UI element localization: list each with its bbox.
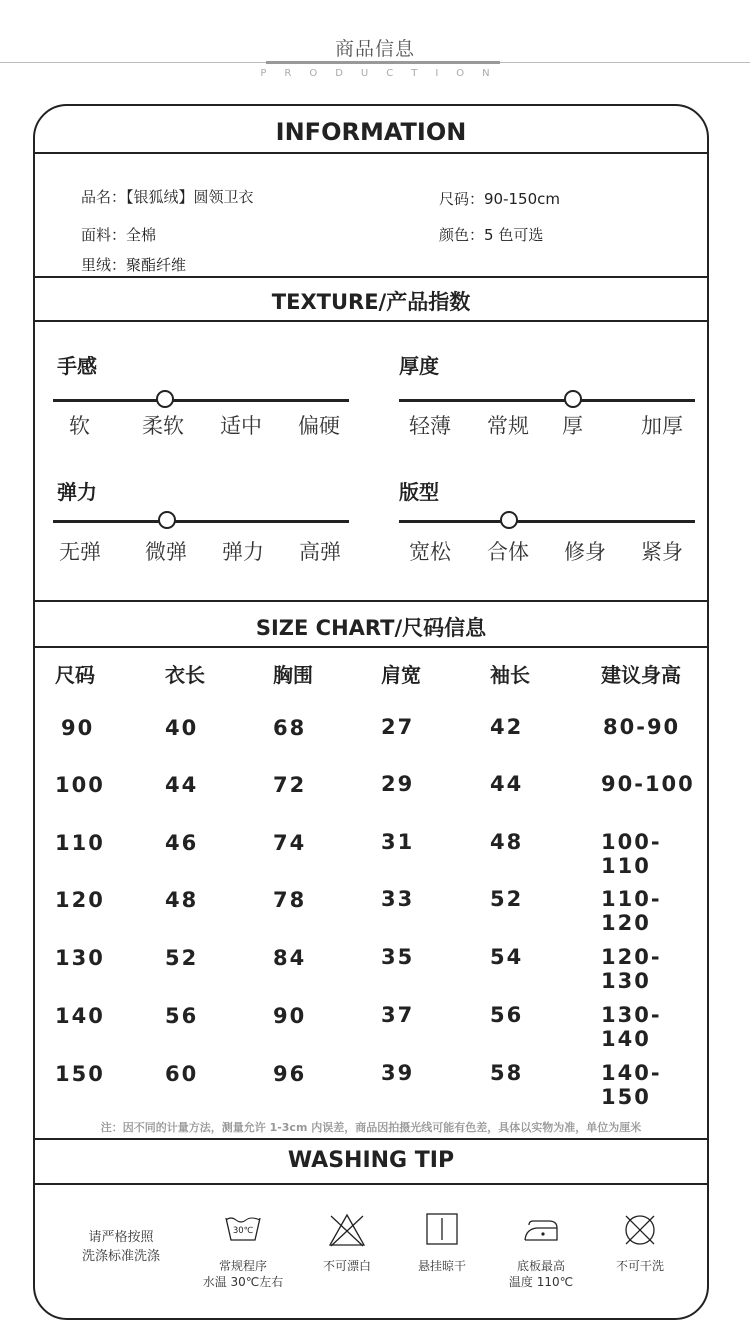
divider [35,1183,707,1185]
iron-icon [521,1216,561,1244]
size-cell: 29 [381,772,415,796]
scale-knob [156,390,174,408]
divider [35,1138,707,1140]
line-dry-icon [425,1212,459,1246]
size-cell: 35 [381,945,415,969]
size-cell: 44 [490,772,524,796]
texture-title: TEXTURE/产品指数 [271,290,471,314]
size-cell: 56 [490,1003,524,1027]
size-cell: 90 [273,1004,307,1028]
size-cell: 150 [55,1062,105,1086]
info-item-color: 颜色：5 色可选 [439,226,544,244]
divider [35,276,707,278]
size-cell: 74 [273,831,307,855]
info-item-fabric: 面料：全棉 [81,226,157,244]
size-cell: 52 [165,946,199,970]
size-cell: 56 [165,1004,199,1028]
header-divider-accent [266,61,500,64]
size-cell: 39 [381,1061,415,1085]
scale-track [53,520,349,523]
divider [35,320,707,322]
size-header-cell: 衣长 [165,663,205,687]
size-cell: 40 [165,716,199,740]
size-cell: 42 [490,715,524,739]
scale-name-hand-feel: 手感 [57,354,97,378]
scale-track [53,399,349,402]
scale-option: 适中 [220,414,262,438]
size-cell: 68 [273,716,307,740]
size-chart-title: SIZE CHART/尺码信息 [255,616,487,640]
scale-option: 偏硬 [298,414,340,438]
size-note: 注：因不同的计量方法，测量允许 1-3cm 内误差，商品因拍摄光线可能有色差，具体以实物为准，单位为厘米 [100,1121,642,1134]
scale-option: 宽松 [409,540,451,564]
scale-name-fit: 版型 [399,480,439,504]
size-cell: 58 [490,1061,524,1085]
size-cell: 110 [55,831,105,855]
size-cell: 90-100 [601,772,695,796]
scale-option: 厚 [562,414,583,438]
no-dry-clean-caption: 不可干洗 [615,1259,664,1273]
info-item-size: 尺码：90-150cm [439,190,561,208]
info-item-name: 品名：【银狐绒】圆领卫衣 [81,188,254,206]
scale-option: 高弹 [299,540,341,564]
size-cell: 31 [381,830,415,854]
scale-option: 无弹 [59,540,101,564]
product-info-card [33,104,709,1320]
size-cell: 140-150 [601,1061,662,1109]
scale-name-thickness: 厚度 [399,354,439,378]
scale-option: 轻薄 [409,414,451,438]
scale-option: 微弹 [145,540,187,564]
size-cell: 80-90 [603,715,681,739]
scale-knob [158,511,176,529]
size-cell: 100-110 [601,830,662,878]
size-cell: 72 [273,773,307,797]
wash-tub-caption: 常规程序 水温 30℃左右 [202,1259,284,1289]
size-cell: 110-120 [601,887,662,935]
line-dry-caption: 悬挂晾干 [417,1259,466,1273]
size-cell: 96 [273,1062,307,1086]
size-cell: 100 [55,773,105,797]
size-cell: 48 [165,888,199,912]
scale-option: 常规 [487,414,529,438]
scale-option: 弹力 [222,540,264,564]
iron-caption: 底板最高 温度 110℃ [508,1259,574,1289]
washing-title: WASHING TIP [287,1148,455,1173]
size-header-cell: 建议身高 [601,663,681,687]
size-cell: 44 [165,773,199,797]
scale-track [399,399,695,402]
scale-option: 紧身 [641,540,683,564]
divider [35,646,707,648]
size-cell: 120 [55,888,105,912]
info-item-lining: 里绒：聚酯纤维 [81,256,187,274]
scale-option: 合体 [487,540,529,564]
scale-knob [500,511,518,529]
size-cell: 140 [55,1004,105,1028]
page-subtitle: PRODUCTION [260,68,508,79]
size-cell: 120-130 [601,945,662,993]
size-header-cell: 胸围 [273,663,313,687]
wash-tub-icon [223,1214,263,1244]
size-cell: 46 [165,831,199,855]
scale-knob [564,390,582,408]
scale-name-elasticity: 弹力 [57,480,97,504]
scale-option: 柔软 [142,414,184,438]
size-cell: 33 [381,887,415,911]
size-header-cell: 袖长 [490,663,530,687]
svg-text:30℃: 30℃ [232,1226,254,1236]
scale-option: 加厚 [641,414,683,438]
size-cell: 27 [381,715,415,739]
divider [35,600,707,602]
size-header-cell: 肩宽 [381,663,421,687]
size-header-cell: 尺码 [55,663,95,687]
page-title: 商品信息 [334,38,415,60]
no-bleach-icon [327,1212,367,1248]
scale-track [399,520,695,523]
no-bleach-caption: 不可漂白 [322,1259,371,1273]
size-cell: 60 [165,1062,199,1086]
size-cell: 54 [490,945,524,969]
size-cell: 78 [273,888,307,912]
size-cell: 37 [381,1003,415,1027]
no-dry-clean-icon [622,1212,658,1248]
size-cell: 84 [273,946,307,970]
divider [35,152,707,154]
size-cell: 48 [490,830,524,854]
washing-intro: 请严格按照 洗涤标准洗涤 [81,1230,160,1264]
size-cell: 52 [490,887,524,911]
size-cell: 130 [55,946,105,970]
size-cell: 90 [61,716,95,740]
information-title: INFORMATION [275,118,467,146]
size-cell: 130-140 [601,1003,662,1051]
scale-option: 修身 [564,540,606,564]
scale-option: 软 [69,414,90,438]
